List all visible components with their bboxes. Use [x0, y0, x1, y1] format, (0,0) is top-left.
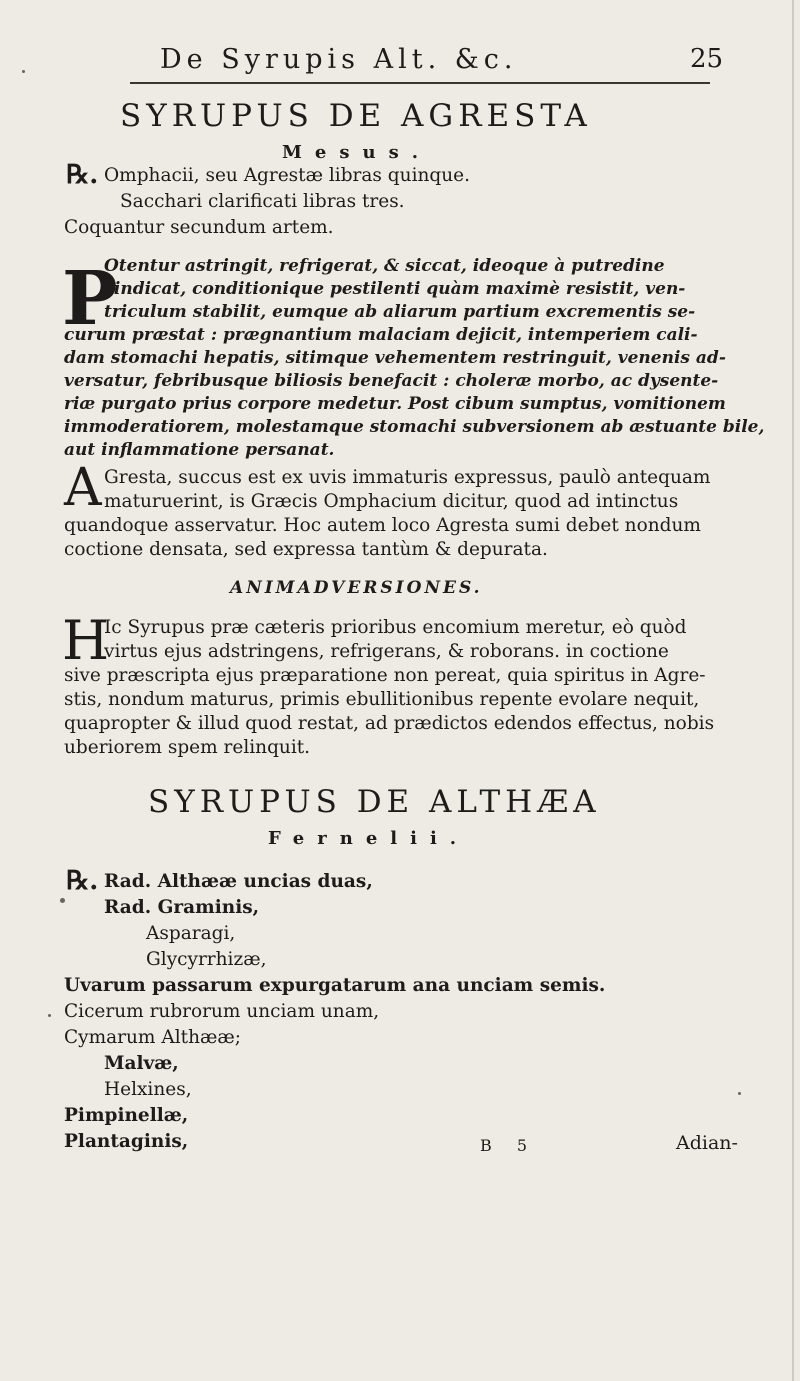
virtues-line: immoderatiorem, molestamque stomachi subversionem ab æstuante bile, — [64, 417, 765, 437]
virtues-line: aut inflammatione persanat. — [64, 440, 335, 460]
running-head — [130, 44, 724, 84]
animadversiones-line: Ic Syrupus præ cæteris prioribus encomium meretur, eò quòd — [104, 617, 687, 638]
recipe-line: Sacchari clarificati libras tres. — [120, 191, 405, 212]
virtues-line: dam stomachi hepatis, sitimque vehementem restringuit, venenis ad- — [64, 348, 726, 368]
animadversiones-line: sive præscripta ejus præparatione non pereat, quia spiritus in Agre- — [64, 665, 706, 686]
ink-speck — [48, 1014, 51, 1017]
ingredient-line: Helxines, — [104, 1079, 192, 1100]
author-mesus: Mesus. — [282, 142, 431, 163]
page-edge — [792, 0, 794, 1381]
recipe-symbol: ℞. — [66, 160, 99, 190]
animadversiones-line: stis, nondum maturus, primis ebullitionibus repente evolare nequit, — [64, 689, 700, 710]
animadversiones-heading: ANIMADVERSIONES. — [230, 578, 483, 598]
animadversiones-line: virtus ejus adstringens, refrigerans, & roborans. in coctione — [104, 641, 669, 662]
recipe-line: Coquantur secundum artem. — [64, 217, 334, 238]
ingredient-line: Asparagi, — [146, 923, 236, 944]
note-line: maturuerint, is Græcis Omphacium dicitur, quod ad intinctus — [104, 491, 679, 512]
recipe-line: Omphacii, seu Agrestæ libras quinque. — [104, 165, 470, 186]
running-head-title: De Syrupis Alt. &c. — [160, 44, 518, 75]
virtues-line: versatur, febribusque biliosis benefacit : choleræ morbo, ac dysente- — [64, 371, 719, 391]
dropcap-p: P — [62, 256, 118, 342]
ingredient-line: Rad. Graminis, — [104, 897, 260, 918]
recipe-symbol: ℞. — [66, 866, 99, 896]
note-line: quandoque asservatur. Hoc autem loco Agresta sumi debet nondum — [64, 515, 701, 536]
author-fernelii: Fernelii. — [268, 828, 470, 849]
ingredient-line: Uvarum passarum expurgatarum ana unciam semis. — [64, 975, 606, 996]
animadversiones-line: quapropter & illud quod restat, ad prædictos edendos effectus, nobis — [64, 713, 715, 734]
virtues-line: triculum stabilit, eumque ab aliarum partium excrementis se- — [104, 302, 696, 322]
ink-speck — [60, 898, 65, 903]
virtues-line: curum præstat : prægnantium malaciam dejicit, intemperiem cali- — [64, 325, 698, 345]
section-title-agresta: SYRUPUS DE AGRESTA — [120, 98, 592, 134]
virtues-line: vindicat, conditionique pestilenti quàm maximè resistit, ven- — [104, 279, 686, 299]
ingredient-line: Cicerum rubrorum unciam unam, — [64, 1001, 380, 1022]
animadversiones-line: uberiorem spem relinquit. — [64, 737, 311, 758]
signature-mark: B 5 — [480, 1136, 538, 1155]
ink-speck — [22, 70, 25, 73]
ingredient-line: Rad. Althææ uncias duas, — [104, 871, 373, 892]
header-rule — [130, 82, 710, 84]
virtues-line: riæ purgato prius corpore medetur. Post cibum sumptus, vomitionem — [64, 394, 726, 414]
page-number: 25 — [690, 44, 724, 74]
note-line: coctione densata, sed expressa tantùm & depurata. — [64, 539, 548, 560]
note-line: Gresta, succus est ex uvis immaturis expressus, paulò antequam — [104, 467, 711, 488]
section-title-althaea: SYRUPUS DE ALTHÆA — [148, 784, 601, 820]
ink-speck — [738, 1092, 741, 1095]
dropcap-a: A — [64, 458, 102, 518]
virtues-line: Otentur astringit, refrigerat, & siccat, ideoque à putredine — [104, 256, 665, 276]
catchword: Adian- — [676, 1132, 738, 1154]
ingredient-line: Glycyrrhizæ, — [146, 949, 267, 970]
ingredient-line: Plantaginis, — [64, 1131, 189, 1152]
dropcap-h: H — [62, 609, 110, 672]
ingredient-line: Pimpinellæ, — [64, 1105, 189, 1126]
ingredient-line: Cymarum Althææ; — [64, 1027, 241, 1048]
ingredient-line: Malvæ, — [104, 1053, 179, 1074]
